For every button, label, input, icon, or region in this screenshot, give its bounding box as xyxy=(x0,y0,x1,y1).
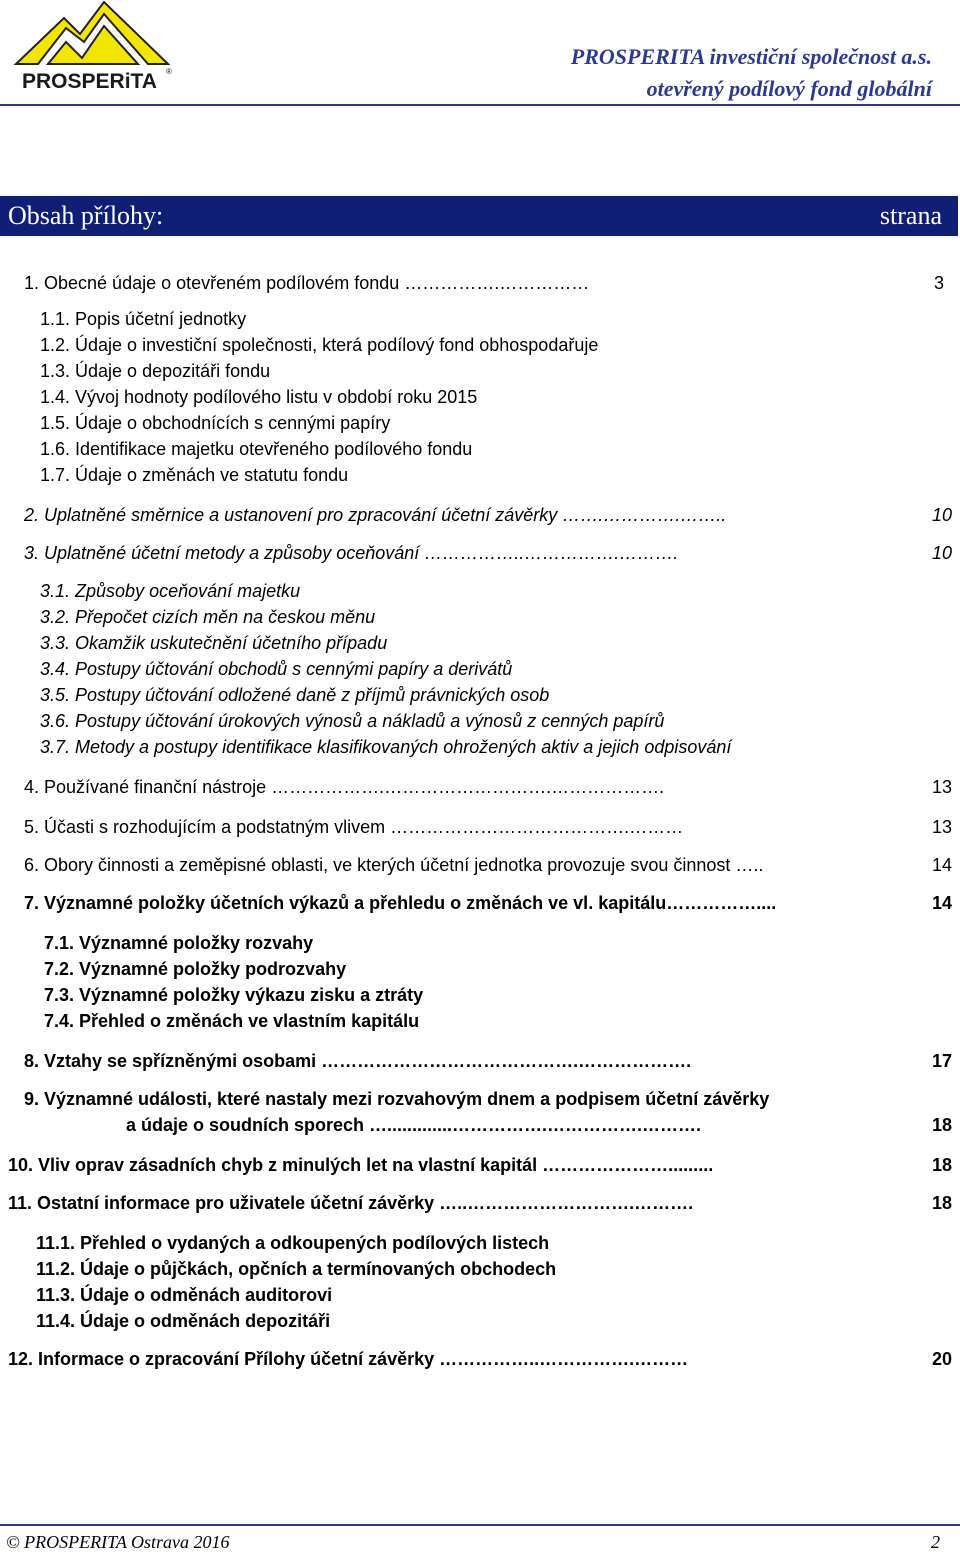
toc-page-number: 10 xyxy=(931,543,952,563)
toc-page-number: 3 xyxy=(933,273,944,293)
toc-subentry: 7.2. Významné položky podrozvahy xyxy=(44,959,347,979)
toc-subentry: 1.4. Vývoj hodnoty podílového listu v období roku 2015 xyxy=(40,387,478,407)
toc-subentry: 7.4. Přehled o změnách ve vlastním kapitálu xyxy=(44,1011,420,1031)
toc-page-number: 10 xyxy=(931,505,952,525)
toc-subentry: 1.6. Identifikace majetku otevřeného podílového fondu xyxy=(40,439,473,459)
toc-entry: 7. Významné položky účetních výkazů a přehledu o změnách ve vl. kapitálu…………….... xyxy=(24,893,777,913)
toc-entry: 12. Informace o zpracování Přílohy účetní závěrky ……………..…………….……… xyxy=(8,1349,689,1369)
toc-header-bar xyxy=(0,196,958,236)
footer-copyright: © PROSPERITA Ostrava 2016 xyxy=(6,1532,230,1552)
toc-subentry: 3.4. Postupy účtování obchodů s cennými papíry a derivátů xyxy=(40,659,513,679)
toc-page-number: 14 xyxy=(931,893,952,913)
toc-page-number: 20 xyxy=(931,1349,952,1369)
footer-divider xyxy=(0,1524,960,1526)
toc-subentry: 3.2. Přepočet cizích měn na českou měnu xyxy=(40,607,376,627)
toc-entry-continuation: a údaje o soudních sporech ….............…………….…………….………. xyxy=(126,1115,702,1135)
toc-entry: 5. Účasti s rozhodujícím a podstatným vlivem ………………………………….……… xyxy=(24,817,684,837)
toc-page-number: 13 xyxy=(931,777,952,797)
toc-subentry: 1.7. Údaje o změnách ve statutu fondu xyxy=(40,465,349,485)
toc-page-number: 13 xyxy=(931,817,952,837)
toc-subentry: 1.1. Popis účetní jednotky xyxy=(40,309,247,329)
toc-subentry: 3.7. Metody a postupy identifikace klasifikovaných ohrožených aktiv a jejich odpisování xyxy=(40,737,732,757)
toc-subentry: 11.2. Údaje o půjčkách, opčních a termínovaných obchodech xyxy=(36,1259,557,1279)
toc-entry: 9. Významné události, které nastaly mezi rozvahovým dnem a podpisem účetní závěrky xyxy=(24,1089,770,1109)
toc-subentry: 3.3. Okamžik uskutečnění účetního případu xyxy=(40,633,388,653)
toc-page-number: 14 xyxy=(931,855,952,875)
toc-entry: 11. Ostatní informace pro uživatele účetní závěrky …..……………………….………. xyxy=(8,1193,694,1213)
toc-title: Obsah přílohy: xyxy=(8,201,164,230)
toc-subentry: 1.2. Údaje o investiční společnosti, která podílový fond obhospodařuje xyxy=(40,335,599,355)
toc-subentry: 1.3. Údaje o depozitáři fondu xyxy=(40,361,271,381)
logo-text: PROSPERiTA xyxy=(22,70,157,93)
toc-subentry: 3.5. Postupy účtování odložené daně z příjmů právnických osob xyxy=(40,685,550,705)
header-divider xyxy=(0,104,960,106)
toc-entry: 6. Obory činnosti a zeměpisné oblasti, ve kterých účetní jednotka provozuje svou činnost ….. xyxy=(24,855,764,875)
toc-subentry: 11.4. Údaje o odměnách depozitáři xyxy=(36,1311,331,1331)
toc-subentry: 3.1. Způsoby oceňování majetku xyxy=(40,581,301,601)
toc-subentry: 11.1. Přehled o vydaných a odkoupených podílových listech xyxy=(36,1233,550,1253)
toc-page-label: strana xyxy=(879,201,942,230)
prosperita-logo xyxy=(8,0,176,96)
footer-page-number: 2 xyxy=(931,1532,940,1552)
toc-entry: 1. Obecné údaje o otevřeném podílovém fondu …………….…………… xyxy=(24,273,590,293)
toc-subentry: 7.1. Významné položky rozvahy xyxy=(44,933,314,953)
toc-subentry: 7.3. Významné položky výkazu zisku a ztráty xyxy=(44,985,424,1005)
toc-entry: 2. Uplatněné směrnice a ustanovení pro zpracování účetní závěrky …….………….…….. xyxy=(24,505,727,525)
toc-page-number: 17 xyxy=(931,1051,952,1071)
toc-entry: 8. Vztahy se spřízněnými osobami …………………………………….………………. xyxy=(24,1051,692,1071)
toc-entry: 4. Používané finanční nástroje ……………….……………………….………………. xyxy=(24,777,665,797)
toc-subentry: 3.6. Postupy účtování úrokových výnosů a nákladů a výnosů z cenných papírů xyxy=(40,711,665,731)
company-name: PROSPERITA investiční společnost a.s. xyxy=(570,44,932,69)
toc-subentry: 11.3. Údaje o odměnách auditorovi xyxy=(36,1285,333,1305)
toc-subentry: 1.5. Údaje o obchodnících s cennými papíry xyxy=(40,413,391,433)
toc-page-number: 18 xyxy=(931,1155,952,1175)
svg-text:®: ® xyxy=(166,67,172,76)
fund-name: otevřený podílový fond globální xyxy=(646,76,932,101)
toc-page-number: 18 xyxy=(931,1115,952,1135)
toc-page-number: 18 xyxy=(931,1193,952,1213)
toc-entry: 3. Uplatněné účetní metody a způsoby oceňování ……………..…………….………. xyxy=(24,543,679,563)
toc-entry: 10. Vliv oprav zásadních chyb z minulých let na vlastní kapitál …………………......... xyxy=(8,1155,714,1175)
